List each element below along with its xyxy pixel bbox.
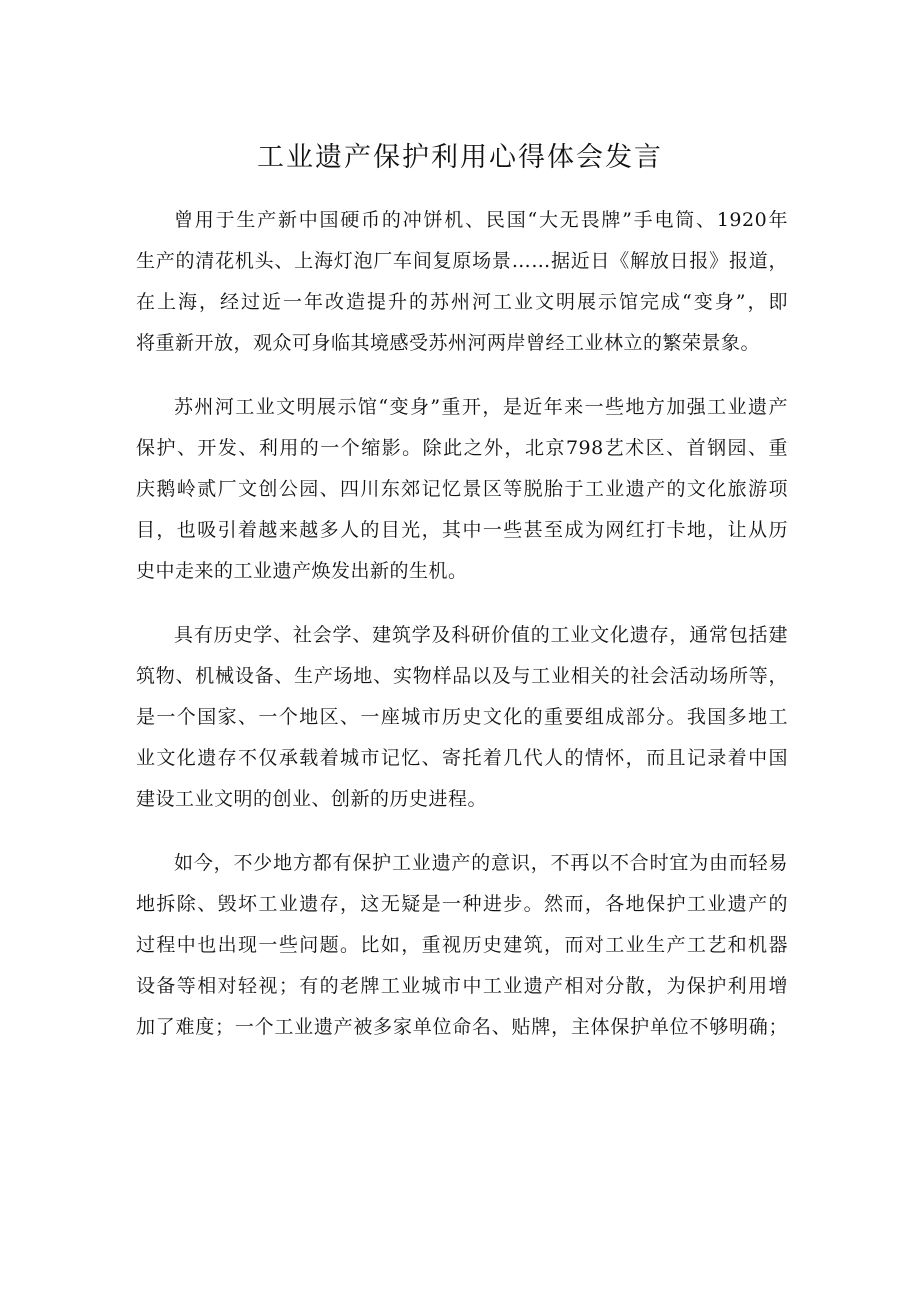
paragraph-line: 生产的清花机头、上海灯泡厂车间复原场景……据近日《解放日报》报道，: [136, 250, 788, 272]
paragraph-3: [136, 615, 788, 820]
paragraph-line: 将重新开放，观众可身临其境感受苏州河两岸曾经工业林立的繁荣景象。: [136, 332, 761, 354]
paragraph-line: 加了难度；一个工业遗产被多家单位命名、贴牌，主体保护单位不够明确；: [136, 1016, 788, 1038]
paragraph-line: 筑物、机械设备、生产场地、实物样品以及与工业相关的社会活动场所等，: [136, 665, 788, 687]
paragraph-line: 曾用于生产新中国硬币的冲饼机、民国“大无畏牌”手电筒、1920年: [174, 209, 788, 231]
paragraph-line: 如今，不少地方都有保护工业遗产的意识，不再以不合时宜为由而轻易: [174, 852, 788, 874]
paragraph-line: 史中走来的工业遗产焕发出新的生机。: [136, 560, 468, 582]
paragraph-4: [136, 843, 788, 1048]
paragraph-line: 是一个国家、一个地区、一座城市历史文化的重要组成部分。我国多地工: [136, 706, 788, 728]
document-body: [136, 200, 788, 1071]
paragraph-line: 过程中也出现一些问题。比如，重视历史建筑，而对工业生产工艺和机器: [136, 934, 788, 956]
paragraph-line: 业文化遗存不仅承载着城市记忆、寄托着几代人的情怀，而且记录着中国: [136, 747, 788, 769]
paragraph-1: [136, 200, 788, 364]
paragraph-line: 目，也吸引着越来越多人的目光，其中一些甚至成为网红打卡地，让从历: [136, 519, 788, 541]
paragraph-line: 具有历史学、社会学、建筑学及科研价值的工业文化遗存，通常包括建: [174, 624, 788, 646]
paragraph-line: 建设工业文明的创业、创新的历史进程。: [136, 788, 488, 810]
paragraph-line: 苏州河工业文明展示馆“变身”重开，是近年来一些地方加强工业遗产: [174, 396, 788, 418]
document-title: 工业遗产保护利用心得体会发言: [257, 142, 663, 173]
paragraph-2: [136, 387, 788, 592]
paragraph-line: 地拆除、毁坏工业遗存，这无疑是一种进步。然而，各地保护工业遗产的: [136, 893, 788, 915]
paragraph-line: 保护、开发、利用的一个缩影。除此之外，北京798艺术区、首钢园、重: [136, 437, 788, 459]
paragraph-line: 在上海，经过近一年改造提升的苏州河工业文明展示馆完成“变身”，即: [136, 291, 788, 313]
paragraph-line: 设备等相对轻视；有的老牌工业城市中工业遗产相对分散，为保护利用增: [136, 975, 788, 997]
paragraph-line: 庆鹅岭贰厂文创公园、四川东郊记忆景区等脱胎于工业遗产的文化旅游项: [136, 478, 788, 500]
